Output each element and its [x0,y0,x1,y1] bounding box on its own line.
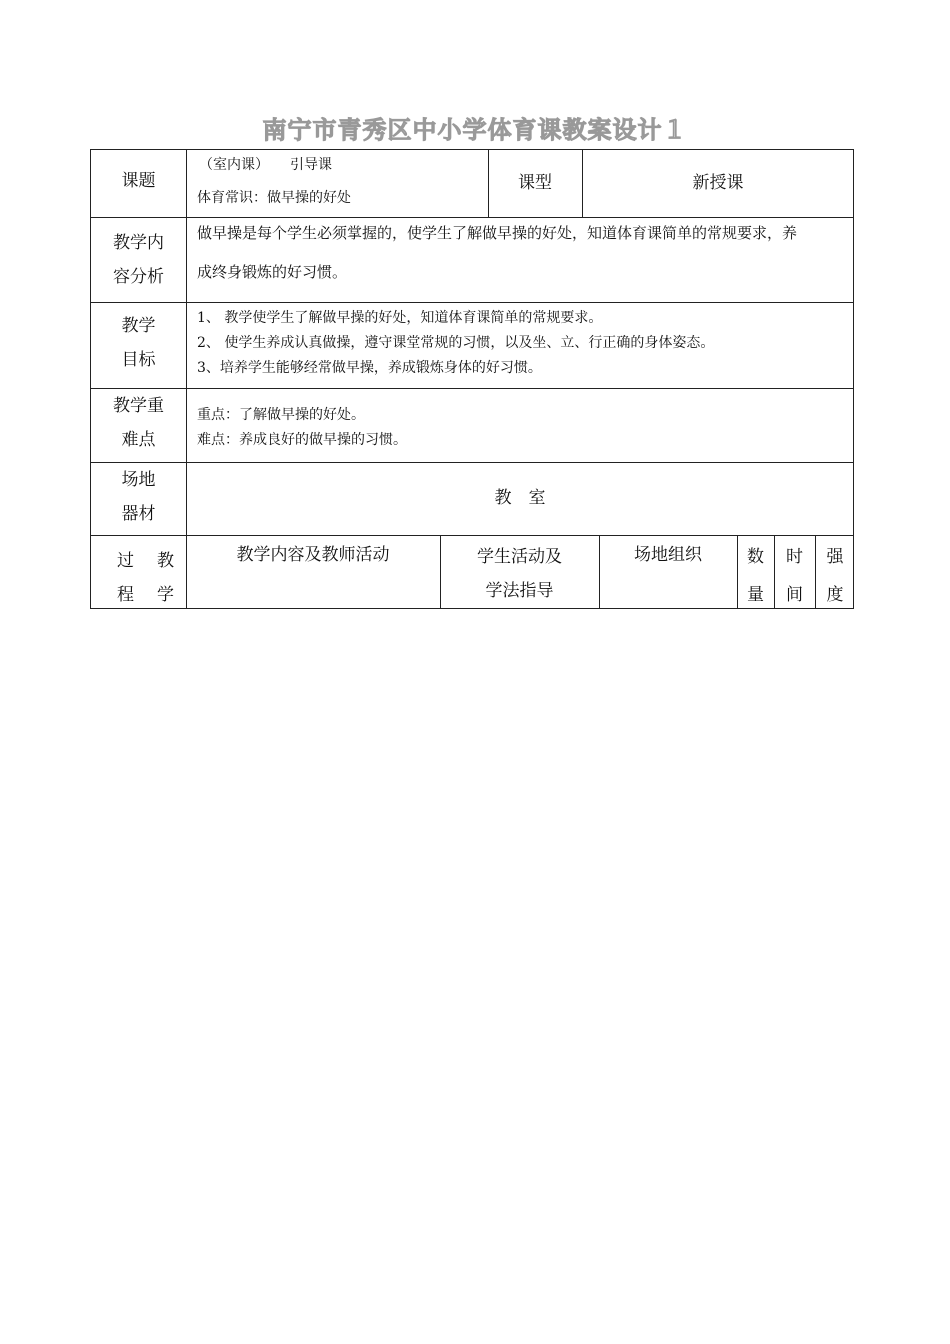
col-student-activity-line2: 学法指导 [485,581,554,601]
col-time [774,538,815,614]
col-intensity [815,538,855,614]
col-intensity-2: 度 [826,585,844,605]
label-objectives-line1: 教学 [121,316,156,336]
col-venue-organization: 场地组织 [634,545,702,565]
row-content-analysis [90,217,854,302]
label-key-points-line1: 教学重 [113,396,164,416]
label-content-analysis-line1: 教学内 [113,233,164,253]
row-objectives [90,302,854,388]
topic-line1: （室内课） 引导课 [199,157,332,173]
col-quantity-2: 量 [747,585,764,605]
label-process-a1: 过 [117,551,134,571]
col-intensity-1: 强 [826,547,844,567]
label-key-points-line2: 难点 [121,430,156,450]
label-objectives [91,309,186,377]
row-key-points [90,388,854,462]
label-venue [91,463,186,531]
col-student-activity-line1: 学生活动及 [477,547,562,567]
label-content-analysis [91,226,186,294]
col-quantity [737,538,774,614]
key-point-text: 重点：了解做早操的好处。 [197,407,365,423]
col-time-1: 时 [786,547,803,567]
label-process-b1: 教 [157,551,174,571]
col-quantity-1: 数 [747,547,764,567]
lesson-type-value: 新授课 [692,173,744,193]
col-time-2: 间 [786,585,803,605]
label-process-b2: 学 [157,585,174,605]
difficulty-text: 难点：养成良好的做早操的习惯。 [197,432,407,448]
label-key-points [91,389,186,457]
label-process-col-a [117,544,134,612]
venue-value: 教 室 [494,488,546,508]
row-topic [90,149,854,217]
label-content-analysis-line2: 容分析 [113,267,164,287]
label-topic: 课题 [121,171,156,191]
lesson-type-label: 课型 [518,173,552,193]
label-venue-line1: 场地 [121,470,156,490]
col-teaching-content: 教学内容及教师活动 [236,545,390,565]
objective-item: 2、 使学生养成认真做操，遵守课堂常规的习惯，以及坐、立、行正确的身体姿态。 [197,335,715,351]
label-process-a2: 程 [117,585,134,605]
content-analysis-line1: 做早操是每个学生必须掌握的，使学生了解做早操的好处，知道体育课简单的常规要求，养 [197,224,798,242]
col-student-activity [440,540,599,608]
row-venue [90,462,854,535]
label-objectives-line2: 目标 [121,350,156,370]
label-process-col-b [157,544,174,612]
label-venue-line2: 器材 [121,504,156,524]
content-analysis-line2: 成终身锻炼的好习惯。 [197,263,348,281]
objective-item: 1、 教学使学生了解做早操的好处，知道体育课简单的常规要求。 [197,310,603,326]
topic-line2: 体育常识：做早操的好处 [197,190,351,206]
objective-item: 3、培养学生能够经常做早操，养成锻炼身体的好习惯。 [197,360,542,376]
row-process-header [90,535,854,609]
document-title: 南宁市青秀区中小学体育课教案设计１ [262,115,688,144]
